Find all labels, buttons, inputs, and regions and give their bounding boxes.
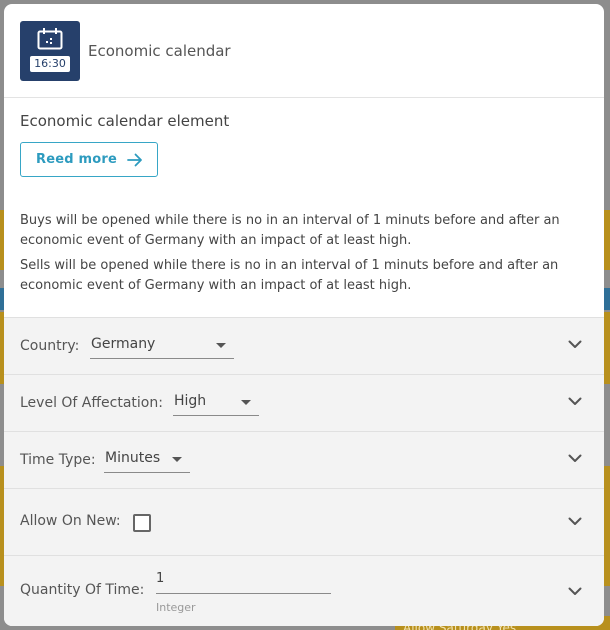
description-title: Economic calendar element xyxy=(20,112,230,130)
quantity-value: 1 xyxy=(156,571,165,586)
quantity-label: Quantity Of Time: xyxy=(20,582,145,598)
chevron-down-icon[interactable] xyxy=(568,587,582,596)
modal-title: Economic calendar xyxy=(88,42,231,60)
allow-on-new-label: Allow On New: xyxy=(20,513,121,529)
allow-on-new-checkbox[interactable] xyxy=(133,514,151,532)
setting-row-level xyxy=(4,374,604,431)
quantity-input[interactable] xyxy=(156,571,331,594)
time-type-value: Minutes xyxy=(105,450,161,466)
chevron-down-icon[interactable] xyxy=(568,454,582,463)
economic-calendar-modal xyxy=(4,4,604,626)
modal-header xyxy=(4,4,604,98)
settings-panel xyxy=(4,317,604,626)
setting-row-country xyxy=(4,317,604,374)
level-select[interactable] xyxy=(173,391,259,416)
read-more-button[interactable] xyxy=(20,142,158,177)
arrow-right-icon xyxy=(127,153,143,167)
chevron-down-icon[interactable] xyxy=(568,517,582,526)
chevron-down-icon[interactable] xyxy=(568,397,582,406)
buys-paragraph: Buys will be opened while there is no in an interval of 1 minuts before and after an economic event of Germany with an impact of at least high. xyxy=(20,213,560,248)
dropdown-caret-icon xyxy=(216,343,226,348)
sells-paragraph: Sells will be opened while there is no in an interval of 1 minuts before and after an economic event of Germany with an impact of at least high. xyxy=(20,258,559,293)
time-type-select[interactable] xyxy=(104,448,190,473)
read-more-label: Reed more xyxy=(36,152,117,167)
level-value: High xyxy=(174,393,207,409)
setting-row-allow-on-new xyxy=(4,488,604,555)
calendar-clock-icon xyxy=(20,21,80,81)
setting-row-quantity xyxy=(4,555,604,626)
quantity-hint: Integer xyxy=(156,601,196,614)
level-label: Level Of Affectation: xyxy=(20,395,163,411)
country-value: Germany xyxy=(91,336,156,352)
dropdown-caret-icon xyxy=(172,457,182,462)
dropdown-caret-icon xyxy=(241,400,251,405)
setting-row-time-type xyxy=(4,431,604,488)
chevron-down-icon[interactable] xyxy=(568,340,582,349)
country-label: Country: xyxy=(20,338,80,354)
country-select[interactable] xyxy=(90,334,234,359)
time-type-label: Time Type: xyxy=(20,452,96,468)
icon-time-label: 16:30 xyxy=(30,56,70,72)
